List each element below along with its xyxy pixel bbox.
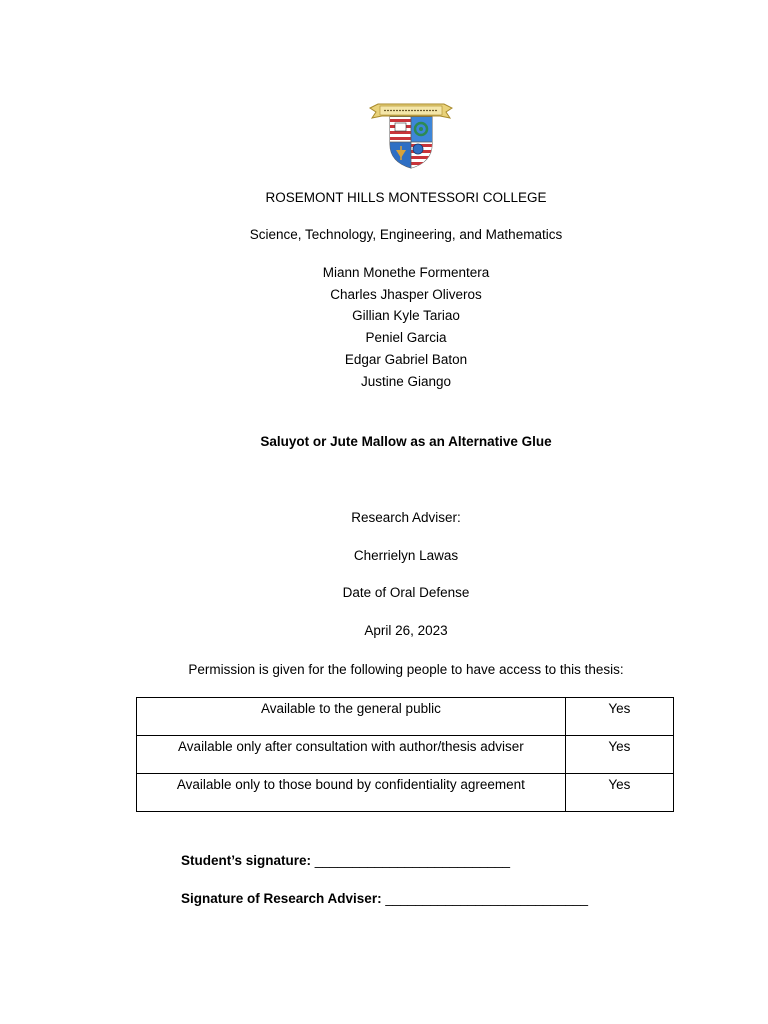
access-cell: Available only after consultation with author/thesis adviser [137,736,566,774]
strand-name: Science, Technology, Engineering, and Mathematics [249,227,563,242]
student-signature-blank: __________________________ [314,853,510,868]
status-cell: Yes [565,736,673,774]
author-name: Edgar Gabriel Baton [344,352,468,367]
adviser-label: Research Adviser: [351,510,461,525]
table-row [137,736,674,774]
adviser-name: Cherrielyn Lawas [353,548,459,563]
student-signature-line [181,853,510,868]
adviser-signature-line [181,891,588,906]
author-name: Charles Jhasper Oliveros [330,287,482,302]
author-name: Gillian Kyle Tariao [352,308,460,323]
defense-label: Date of Oral Defense [342,585,470,600]
permission-statement: Permission is given for the following people to have access to this thesis: [188,662,624,677]
status-cell: Yes [565,698,673,736]
adviser-signature-blank: ___________________________ [385,891,589,906]
table-row [137,698,674,736]
defense-date: April 26, 2023 [364,623,448,638]
status-cell: Yes [565,774,673,812]
adviser-signature-label: Signature of Research Adviser: [181,891,382,906]
school-logo [366,98,456,172]
school-name: ROSEMONT HILLS MONTESSORI COLLEGE [265,190,547,205]
access-cell: Available to the general public [137,698,566,736]
school-crest-icon [366,98,456,172]
permission-table [136,697,674,812]
table-row [137,774,674,812]
author-name: Peniel Garcia [365,330,447,345]
student-signature-label: Student’s signature: [181,853,312,868]
thesis-title: Saluyot or Jute Mallow as an Alternative Glue [260,434,552,449]
author-name: Miann Monethe Formentera [322,265,490,280]
access-cell: Available only to those bound by confidentiality agreement [137,774,566,812]
author-name: Justine Giango [360,374,452,389]
